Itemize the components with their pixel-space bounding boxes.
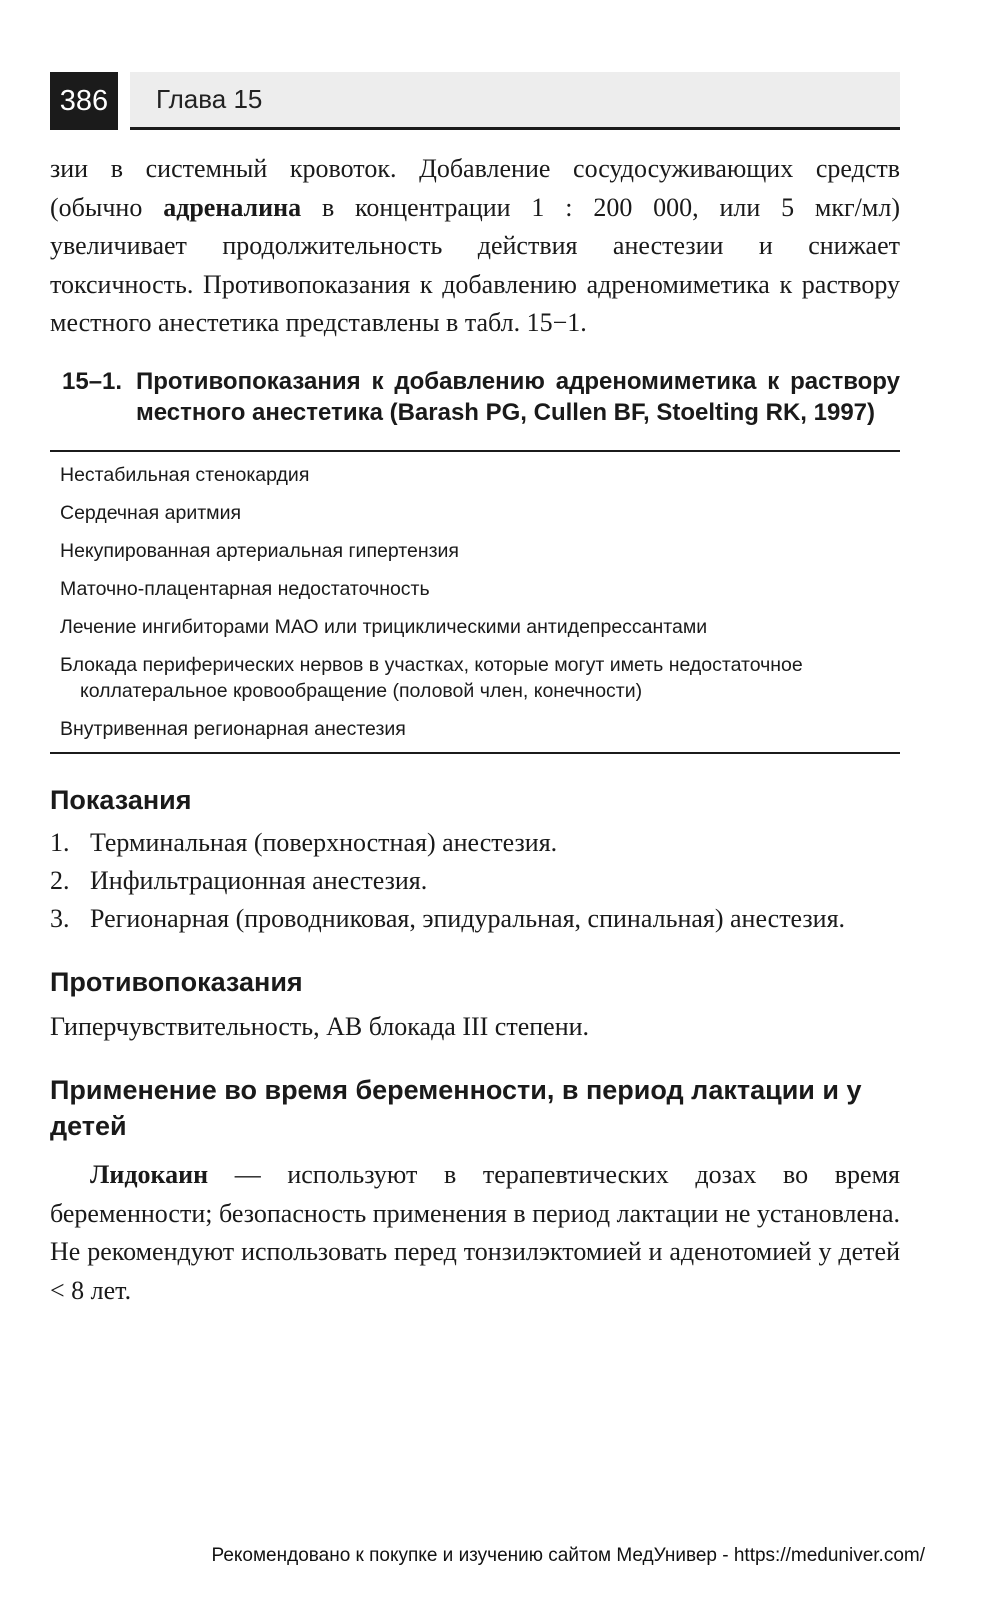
- contraindications-table: [50, 450, 900, 754]
- contraindications-heading: Противопоказания: [50, 966, 303, 997]
- intro-text-before: зии в системный кровоток. Добавление сосудосуживающих средств (обычно: [50, 154, 900, 222]
- footer-recommendation: Рекомендовано к покупке и изучению сайтом МедУнивер - https://meduniver.com/: [211, 1545, 925, 1566]
- list-item-text: Терминальная (поверхностная) анестезия.: [90, 827, 558, 857]
- page-number: 386: [50, 72, 118, 130]
- intro-paragraph: [50, 150, 900, 343]
- list-item-number: 3.: [50, 903, 70, 933]
- table-number: 15–1.: [62, 367, 123, 395]
- list-item: [50, 900, 900, 938]
- table-row: Некупированная артериальная гипертензия: [60, 539, 459, 562]
- chapter-title: Глава 15: [130, 72, 900, 130]
- page-header: [50, 72, 900, 130]
- indications-list: [50, 824, 900, 938]
- table-row: Маточно-плацентарная недостаточность: [60, 577, 430, 600]
- intro-text-after: в концентрации 1 : 200 000, или 5 мкг/мл) увеличивает продолжительность действия анестезии и снижает токсичность. Противопоказания к добавлению адреномиметика к раствору местного анестетика представлены в табл. 15−1.: [50, 192, 900, 337]
- intro-bold-term: адреналина: [163, 192, 302, 222]
- list-item-number: 1.: [50, 827, 70, 857]
- contraindications-text: Гиперчувствительность, АВ блокада III степени.: [50, 1011, 590, 1041]
- pregnancy-heading: Применение во время беременности, в период лактации и у детей: [50, 1075, 862, 1141]
- table-heading: [50, 366, 900, 428]
- indications-heading: Показания: [50, 784, 192, 815]
- list-item: [50, 862, 900, 900]
- list-item-number: 2.: [50, 865, 70, 895]
- table-row: Внутривенная регионарная анестезия: [60, 717, 406, 740]
- list-item: [50, 824, 900, 862]
- book-page: [50, 72, 900, 1310]
- pregnancy-text: — используют в терапевтических дозах во время беременности; безопасность применения в период лактации не установлена. Не рекомендуют использовать перед тонзилэктомией и аденотомией у детей < 8 лет.: [50, 1160, 900, 1305]
- table-row: Нестабильная стенокардия: [60, 463, 310, 486]
- table-title: Противопоказания к добавлению адреномиметика к раствору местного анестетика (Barash PG, Cullen BF, Stoelting RK, 1997): [136, 367, 900, 426]
- list-item-text: Инфильтрационная анестезия.: [90, 865, 428, 895]
- table-row: Сердечная аритмия: [60, 501, 242, 524]
- list-item-text: Регионарная (проводниковая, эпидуральная, спинальная) анестезия.: [90, 903, 846, 933]
- pregnancy-paragraph: [50, 1156, 900, 1310]
- table-row: Блокада периферических нервов в участках, которые могут иметь недостаточное коллатеральное кровообращение (половой член, конечности): [60, 653, 803, 702]
- table-row: Лечение ингибиторами МАО или трициклическими антидепрессантами: [60, 615, 708, 638]
- pregnancy-bold-term: Лидокаин: [90, 1160, 209, 1189]
